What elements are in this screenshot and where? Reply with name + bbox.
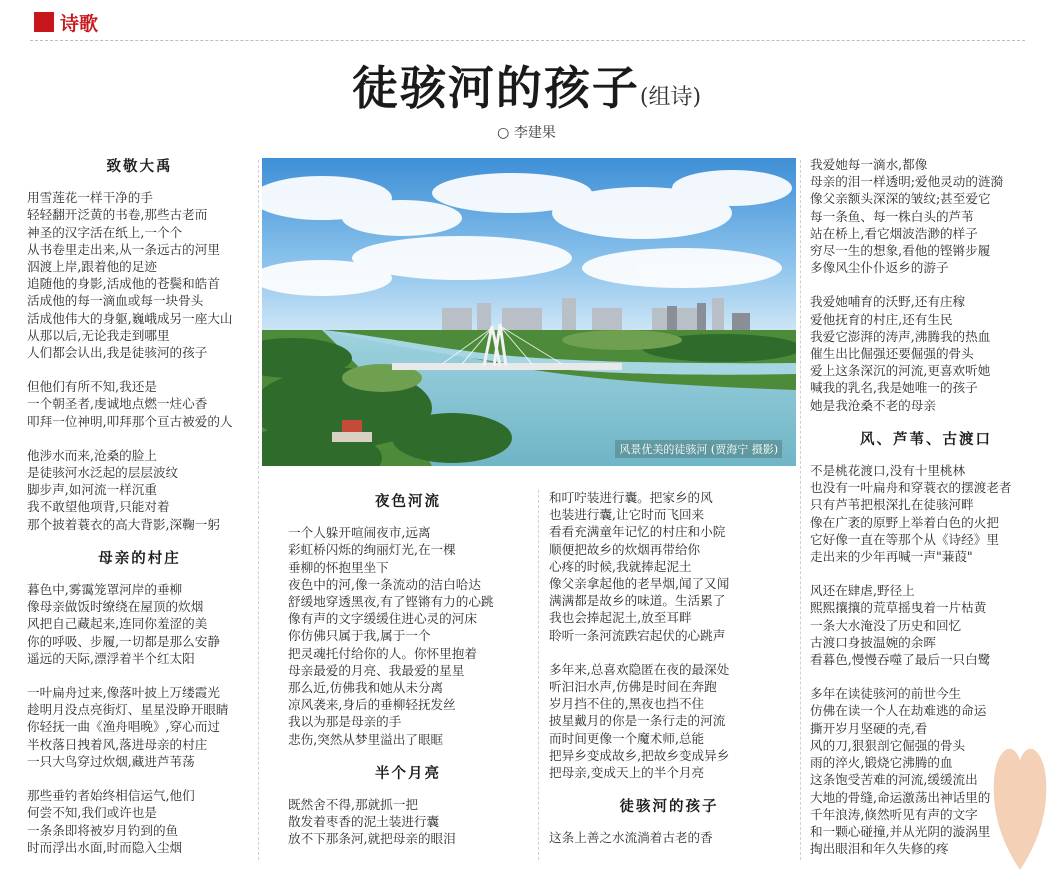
poem-line: 追随他的身影,活成他的苍鬓和皓首 [27, 276, 220, 292]
poem-line: 把灵魂托付给你的人。你怀里抱着 [288, 645, 477, 661]
stanza [27, 189, 252, 361]
poem-line: 凉风袭来,身后的垂柳轻抚发丝 [288, 697, 456, 713]
stanza [810, 462, 1042, 565]
poem-line: 用雪莲花一样干净的手 [27, 190, 153, 206]
poem-line: 看看充满童年记忆的村庄和小院 [549, 524, 726, 540]
poem-line: 时而浮出水面,时而隐入尘烟 [27, 839, 183, 855]
poem-line: 脚步声,如河流一样沉重 [27, 482, 157, 498]
poem-line: 轻轻翻开泛黄的书卷,那些古老而 [27, 207, 208, 223]
poem-line: 古渡口身披温婉的余晖 [810, 634, 936, 650]
heart-decoration-icon [990, 730, 1050, 874]
stanza [27, 787, 252, 856]
column-divider [538, 490, 539, 860]
poem-line: 风把自己藏起来,连同你羞涩的美 [27, 616, 208, 632]
poem-line: 掏出眼泪和年久失修的疼 [810, 841, 949, 857]
photo-caption: 风景优美的徒骇河 (贾海宁 摄影) [615, 440, 782, 458]
title-sub: (组诗) [639, 85, 702, 110]
poem-line: 我爱她哺育的沃野,还有庄稼 [810, 294, 966, 310]
poem-line: 多像风尘仆仆返乡的游子 [810, 260, 949, 276]
poem-line: 催生出比倔强还要倔强的骨头 [810, 346, 974, 362]
poem-line: 心疼的时候,我就捧起泥土 [549, 558, 692, 574]
poem-line: 活成他的每一滴血或每一块骨头 [27, 293, 204, 309]
poem-line: 风的刀,狠狠剖它倔强的骨头 [810, 737, 966, 753]
poem-line: 我不敢望他项背,只能对着 [27, 499, 170, 515]
poem-line: 她是我沧桑不老的母亲 [810, 397, 936, 413]
poem-line: 悲伤,突然从梦里溢出了眼眶 [288, 731, 444, 747]
poem-line: 而时间更像一个魔术师,总能 [549, 730, 705, 746]
poem-line: 雨的淬火,锻烧它沸腾的血 [810, 755, 953, 771]
poem-body [288, 796, 528, 848]
header-divider [30, 40, 1025, 41]
poem-line: 像母亲做饭时缭绕在屋顶的炊烟 [27, 599, 204, 615]
poem-line: 千年浪涛,倏然听见有声的文字 [810, 806, 978, 822]
poem-line: 那么近,仿佛我和她从未分离 [288, 680, 444, 696]
poem-line: 散发着枣香的泥土装进行囊 [288, 814, 440, 830]
poem-line: 顺便把故乡的炊烟再带给你 [549, 541, 701, 557]
poem-line: 暮色中,雾霭笼罩河岸的垂柳 [27, 582, 183, 598]
poem-line: 我爱它澎湃的涛声,沸腾我的热血 [810, 328, 991, 344]
stanza [288, 796, 528, 848]
poem-line: 喊我的乳名,我是她唯一的孩子 [810, 380, 978, 396]
column-1 [27, 158, 252, 873]
poem-title: 夜色河流 [375, 493, 441, 510]
stanza [549, 829, 789, 846]
poem-line: 把母亲,变成天上的半个月亮 [549, 765, 705, 781]
poem-body [549, 829, 789, 846]
poem-line: 像父亲拿起他的老旱烟,闻了又闻 [549, 576, 730, 592]
poem-line: 活成他伟大的身躯,巍峨成另一座大山 [27, 310, 233, 326]
poem-line: 仿佛在读一个人在劫难逃的命运 [810, 703, 987, 719]
poem-line: 一个人躲开喧闹夜市,远离 [288, 525, 431, 541]
poem-line: 只有芦苇把根深扎在徒骇河畔 [810, 497, 974, 513]
poem-line: 我爱她每一滴水,都像 [810, 157, 928, 172]
poem-line: 我以为那是母亲的手 [288, 714, 402, 730]
poem-line: 舒缓地穿透黑夜,有了铿锵有力的心跳 [288, 594, 494, 610]
poem-line: 一叶扁舟过来,像落叶披上万缕霞光 [27, 685, 220, 701]
poem-line: 大地的骨缝,命运激荡出神话里的 [810, 789, 991, 805]
poem-line: 像在广袤的原野上举着白色的火把 [810, 514, 999, 530]
river-photo [262, 158, 796, 466]
section-label: 诗歌 [60, 12, 99, 35]
poem-line: 满满都是故乡的味道。生活累了 [549, 593, 726, 609]
poem-line: 一条大水淹没了历史和回忆 [810, 617, 962, 633]
stanza [288, 524, 528, 748]
column-divider [800, 160, 801, 860]
poem-line: 母亲的泪一样透明;爱他灵动的涟漪 [810, 174, 1004, 190]
poem-line: 彩虹桥闪烁的绚丽灯光,在一棵 [288, 542, 456, 558]
title-main: 徒骇河的孩子 [351, 61, 640, 115]
stanza [27, 447, 252, 533]
stanza [810, 156, 1042, 276]
poem-line: 一只大鸟穿过炊烟,藏进芦苇荡 [27, 753, 195, 769]
poem-line: 把异乡变成故乡,把故乡变成异乡 [549, 747, 730, 763]
poem-line: 他涉水而来,沧桑的脸上 [27, 447, 157, 463]
poem-line: 你轻抚一曲《渔舟唱晚》,穿心而过 [27, 719, 220, 735]
poem-title: 母亲的村庄 [98, 549, 181, 567]
column-divider [258, 160, 259, 860]
poem-line: 何尝不知,我们或许也是 [27, 805, 157, 821]
poem-line: 垂柳的怀抱里坐下 [288, 559, 389, 575]
poem-line: 人们都会认出,我是徒骇河的孩子 [27, 345, 208, 361]
page-title [0, 52, 1053, 118]
poem-line: 你仿佛只属于我,属于一个 [288, 628, 431, 644]
poem-line: 像父亲额头深深的皱纹;甚至爱它 [810, 191, 991, 207]
poem-line: 从书卷里走出来,从一条远古的河里 [27, 241, 220, 257]
poem-line: 爱上这条深沉的河流,更喜欢听她 [810, 363, 991, 379]
poem-title: 半个月亮 [375, 764, 441, 782]
poem-line: 一个朝圣者,虔诚地点燃一炷心香 [27, 396, 208, 412]
poem-line: 和一颗心碰撞,并从光阴的漩涡里 [810, 823, 991, 839]
poem-line: 也装进行囊,让它时而飞回来 [549, 507, 705, 523]
poem-line: 既然舍不得,那就抓一把 [288, 797, 418, 813]
poem-line: 从那以后,无论我走到哪里 [27, 327, 170, 343]
poem-body [549, 489, 789, 781]
poem-line: 和叮咛装进行囊。把家乡的风 [549, 490, 713, 505]
stanza [27, 378, 252, 430]
poem-line: 叩拜一位神明,叩拜那个亘古被爱的人 [27, 413, 233, 429]
poem-line: 半枚落日拽着风,落进母亲的村庄 [27, 736, 208, 752]
stanza [549, 661, 789, 781]
poem-line: 但他们有所不知,我还是 [27, 379, 157, 395]
poem-line: 你的呼吸、步履,一切都是那么安静 [27, 633, 220, 649]
poem-line: 聆听一条河流跌宕起伏的心跳声 [549, 627, 726, 643]
poem-title: 徒骇河的孩子 [619, 798, 719, 816]
poem-line: 风还在肆虐,野径上 [810, 583, 915, 599]
poem-title: 风、芦苇、古渡口 [860, 430, 992, 448]
poem-line: 听汩汩水声,仿佛是时间在奔跑 [549, 679, 717, 695]
poem-line: 岁月挡不住的,黑夜也挡不住 [549, 696, 705, 712]
poem-line: 像有声的文字缓缓住进心灵的河床 [288, 611, 477, 627]
poem-line: 披星戴月的你是一条行走的河流 [549, 713, 726, 729]
poem-line: 放不下那条河,就把母亲的眼泪 [288, 831, 456, 847]
stanza [27, 581, 252, 667]
section-header [34, 8, 98, 36]
poem-body [810, 156, 1042, 414]
stanza [549, 489, 789, 644]
poem-line: 夜色中的河,像一条流动的洁白哈达 [288, 576, 481, 592]
poem-line: 趁明月没点亮街灯、星星没睁开眼睛 [27, 702, 229, 718]
stanza [27, 684, 252, 770]
poem-body [27, 189, 252, 533]
poem-line: 站在桥上,看它烟波浩渺的样子 [810, 225, 978, 241]
column-2 [288, 493, 528, 865]
poem-line: 泅渡上岸,跟着他的足迹 [27, 259, 157, 275]
poem-line: 是徒骇河水泛起的层层波纹 [27, 465, 179, 481]
poem-line: 那个披着蓑衣的高大背影,深鞠一躬 [27, 516, 220, 532]
poem-line: 多年在读徒骇河的前世今生 [810, 686, 962, 702]
poem-line: 它好像一直在等那个从《诗经》里 [810, 531, 999, 547]
stanza [810, 582, 1042, 668]
poem-line: 熙熙攘攘的荒草摇曳着一片枯黄 [810, 600, 987, 616]
poem-line: 多年来,总喜欢隐匿在夜的最深处 [549, 661, 730, 677]
poem-line: 看暮色,慢慢吞噬了最后一只白鹭 [810, 652, 991, 668]
river-landscape-image [262, 158, 796, 466]
poem-line: 这条饱受苦难的河流,缓缓流出 [810, 772, 978, 788]
author-byline: ○ 李建果 [497, 125, 556, 141]
poem-line: 这条上善之水流淌着古老的香 [549, 830, 713, 846]
poem-line: 撕开岁月坚硬的壳,看 [810, 720, 928, 736]
poem-line: 我也会捧起泥土,放至耳畔 [549, 610, 692, 626]
poem-line: 走出来的少年再喊一声"蒹葭" [810, 549, 973, 565]
section-marker [34, 12, 54, 32]
poem-line: 每一条鱼、每一株白头的芦苇 [810, 208, 974, 224]
poem-body [288, 524, 528, 748]
poem-body [27, 581, 252, 856]
poem-line: 不是桃花渡口,没有十里桃林 [810, 463, 966, 479]
poem-line: 穷尽一生的想象,看他的铿锵步履 [810, 243, 991, 259]
poem-line: 爱他抚育的村庄,还有生民 [810, 311, 953, 327]
stanza [810, 293, 1042, 413]
poem-line: 神圣的汉字活在纸上,一个个 [27, 224, 183, 240]
poem-line: 一条条即将被岁月钓到的鱼 [27, 822, 179, 838]
poem-line: 母亲最爱的月亮、我最爱的星星 [288, 662, 465, 678]
poem-line: 那些垂钓者始终相信运气,他们 [27, 788, 195, 804]
poem-title: 致敬大禹 [106, 158, 173, 175]
poem-line: 也没有一叶扁舟和穿蓑衣的摆渡老者 [810, 480, 1012, 496]
poem-line: 遥远的天际,漂浮着半个红太阳 [27, 650, 195, 666]
column-3 [549, 489, 789, 864]
